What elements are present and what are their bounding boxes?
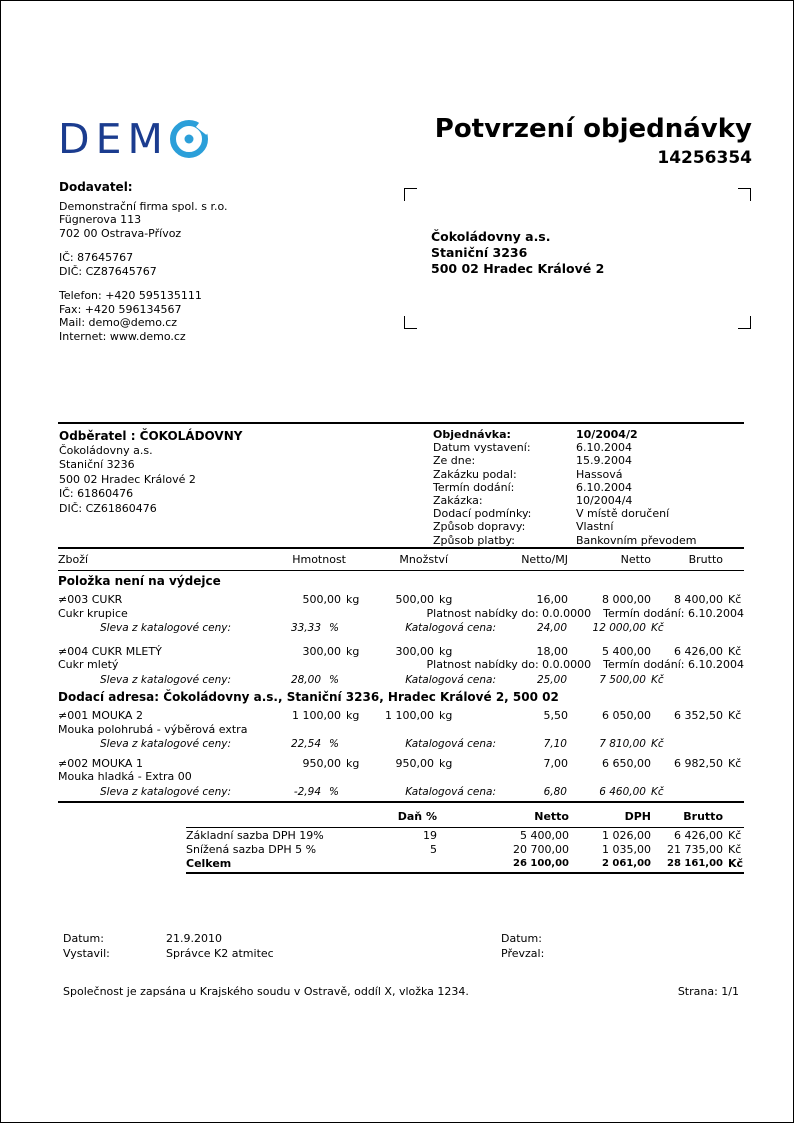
item-hmotnost: 500,00 — [302, 593, 341, 606]
group-heading-2: Dodací adresa: Čokoládovny a.s., Staniční 3236, Hradec Králové 2, 500 02 — [58, 690, 559, 704]
order-label: Ze dne: — [433, 454, 476, 468]
item-main-row — [58, 757, 744, 771]
tax-dph: 1 026,00 — [602, 829, 651, 842]
order-info-row — [433, 454, 696, 467]
item-brutto: 6 426,00 — [674, 644, 723, 658]
discount-pct: 33,33 — [290, 622, 321, 634]
group-heading-1: Položka není na výdejce — [58, 574, 221, 588]
item-netto-mj: 16,00 — [536, 593, 568, 606]
item-name: ≠004 CUKR MLETÝ — [58, 644, 162, 658]
order-label: Dodací podmínky: — [433, 507, 532, 521]
recipient-street: Staniční 3236 — [431, 245, 528, 260]
item-discount-row — [58, 622, 744, 636]
supplier-fax: Fax: +420 596134567 — [59, 302, 182, 316]
col-header-spacer — [723, 553, 744, 567]
crop-mark-top-left — [404, 188, 417, 201]
item-description: Cukr krupice — [58, 606, 128, 620]
address-window — [404, 188, 751, 329]
order-label: Způsob platby: — [433, 533, 515, 547]
order-info-row — [433, 468, 696, 481]
supplier-heading: Dodavatel: — [59, 180, 133, 194]
item-hmotnost: 300,00 — [302, 644, 341, 658]
recipient-address — [431, 229, 604, 277]
tax-header-spacer — [186, 809, 366, 824]
item-discount-row — [58, 674, 744, 688]
col-header-hmotnost: Hmotnost — [292, 553, 346, 566]
tax-summary-table — [186, 803, 744, 874]
issue-date-label: Datum: — [63, 932, 104, 945]
tax-currency: Kč — [728, 829, 742, 842]
item-discount-row — [58, 786, 744, 800]
tax-brutto: 6 426,00 — [674, 829, 723, 842]
item-delivery-date: Termín dodání: 6.10.2004 — [603, 658, 744, 671]
crop-mark-top-right — [738, 188, 751, 201]
item-hmotnost: 950,00 — [302, 756, 341, 770]
tax-total-row — [186, 857, 744, 873]
customer-heading: Odběratel : ČOKOLÁDOVNY — [59, 429, 243, 443]
tax-total-brutto: 28 161,00 — [667, 858, 723, 870]
order-value: Hassová — [576, 467, 623, 481]
supplier-ic: IČ: 87645767 — [59, 251, 134, 264]
item-mnoz-unit: kg — [439, 644, 453, 658]
demo-logo — [58, 117, 208, 161]
percent-sign: % — [329, 622, 339, 634]
item-mnoz-unit: kg — [439, 756, 453, 770]
items-table-header — [58, 549, 744, 571]
tax-netto: 5 400,00 — [520, 829, 569, 842]
item-mnozstvi: 950,00 — [395, 756, 434, 770]
order-info-row — [433, 520, 696, 533]
tax-header-brutto: Brutto — [683, 810, 723, 823]
order-label: Datum vystavení: — [433, 441, 531, 455]
item-delivery-date: Termín dodání: 6.10.2004 — [603, 606, 744, 620]
col-header-netto: Netto — [620, 553, 651, 566]
order-info-row — [433, 507, 696, 520]
crop-mark-bottom-right — [738, 316, 751, 329]
item-currency: Kč — [728, 593, 742, 606]
issued-by-value: Správce K2 atmitec — [166, 947, 274, 960]
tax-header-netto: Netto — [534, 810, 569, 823]
tax-rate-pct: 19 — [423, 829, 437, 842]
col-header-zbozi: Zboží — [58, 553, 89, 566]
order-info-row — [433, 481, 696, 494]
recipient-city: 500 02 Hradec Králové 2 — [431, 261, 605, 276]
item-desc-row — [58, 607, 744, 621]
tax-rate-label: Snížená sazba DPH 5 % — [186, 843, 317, 857]
customer-order-section — [58, 422, 744, 549]
tax-header-row — [186, 803, 744, 828]
order-value: 15.9.2004 — [576, 454, 632, 468]
percent-sign: % — [329, 785, 339, 798]
col-header-mnozstvi: Množství — [399, 553, 448, 566]
customer-street: Staniční 3236 — [59, 458, 135, 472]
items-body — [58, 574, 744, 803]
company-registration-note: Společnost je zapsána u Krajského soudu v Ostravě, oddíl X, vložka 1234. — [63, 985, 469, 998]
supplier-mail: Mail: demo@demo.cz — [59, 316, 178, 329]
issue-date-value: 21.9.2010 — [166, 932, 222, 945]
supplier-contacts — [59, 289, 228, 343]
customer-dic: DIČ: CZ61860476 — [59, 501, 157, 515]
page-number: Strana: 1/1 — [677, 985, 739, 998]
order-value: 6.10.2004 — [576, 480, 632, 494]
item-discount-row — [58, 738, 744, 752]
item-description: Mouka polohrubá - výběrová extra — [58, 722, 248, 736]
catalog-total: 7 810,00 — [599, 738, 646, 750]
catalog-price: 24,00 — [536, 622, 567, 634]
tax-total-netto: 26 100,00 — [513, 858, 569, 870]
item-description: Mouka hladká - Extra 00 — [58, 770, 192, 783]
tax-header-dan: Daň % — [397, 810, 437, 823]
supplier-dic: DIČ: CZ87645767 — [59, 264, 157, 278]
item-row-002 — [58, 757, 744, 800]
discount-label: Sleva z katalogové ceny: — [100, 785, 232, 798]
catalog-price: 7,10 — [543, 738, 567, 750]
supplier-street: Fügnerova 113 — [59, 213, 142, 226]
order-value: 10/2004/4 — [576, 494, 633, 508]
item-netto: 6 650,00 — [602, 756, 651, 770]
discount-label: Sleva z katalogové ceny: — [100, 673, 232, 686]
order-label: Zakázku podal: — [433, 467, 517, 481]
order-info-row — [433, 534, 696, 547]
supplier-block — [59, 181, 228, 354]
item-desc-row — [58, 723, 744, 737]
item-name: ≠001 MOUKA 2 — [58, 709, 143, 722]
discount-pct: 22,54 — [290, 738, 321, 750]
supplier-internet: Internet: www.demo.cz — [59, 329, 186, 343]
crop-mark-bottom-left — [404, 316, 417, 329]
main-content — [58, 422, 744, 874]
item-row-003 — [58, 593, 744, 636]
discount-pct: 28,00 — [290, 673, 321, 686]
item-netto: 5 400,00 — [602, 644, 651, 658]
item-main-row — [58, 709, 744, 723]
order-value: Vlastní — [576, 520, 614, 534]
col-header-brutto: Brutto — [688, 553, 723, 566]
supplier-name: Demonstrační firma spol. s r.o. — [59, 199, 228, 213]
item-hmot-unit: kg — [346, 644, 360, 658]
issued-by-label: Vystavil: — [63, 947, 110, 960]
issue-date-row — [63, 931, 274, 946]
title-block — [435, 113, 752, 171]
order-info-row — [433, 441, 696, 454]
order-info-row — [433, 494, 696, 507]
tax-currency: Kč — [728, 843, 742, 857]
order-label: Zakázka: — [433, 494, 483, 508]
tax-dph: 1 035,00 — [602, 843, 651, 857]
supplier-address — [59, 200, 228, 241]
item-name: ≠002 MOUKA 1 — [58, 756, 143, 770]
received-by-label: Převzal: — [501, 947, 545, 960]
order-label: Objednávka: — [433, 428, 511, 441]
receiver-block — [501, 931, 604, 961]
tax-header-dph: DPH — [624, 810, 651, 823]
catalog-total: 7 500,00 — [599, 673, 646, 686]
customer-city: 500 02 Hradec Králové 2 — [59, 472, 196, 486]
item-netto-mj: 5,50 — [543, 709, 568, 722]
order-value: 6.10.2004 — [576, 441, 632, 455]
item-description: Cukr mletý — [58, 658, 119, 671]
item-currency: Kč — [728, 709, 742, 722]
tax-total-currency: Kč — [728, 857, 744, 871]
order-info-block — [433, 428, 696, 547]
supplier-phone: Telefon: +420 595135111 — [59, 289, 202, 302]
percent-sign: % — [329, 738, 339, 750]
discount-label: Sleva z katalogové ceny: — [100, 738, 232, 750]
catalog-price-label: Katalogová cena: — [405, 785, 496, 798]
tax-header-spacer — [723, 809, 744, 824]
catalog-currency: Kč — [651, 738, 664, 750]
catalog-currency: Kč — [651, 785, 664, 798]
customer-ic: IČ: 61860476 — [59, 487, 134, 501]
percent-sign: % — [329, 673, 339, 686]
item-offer-validity: Platnost nabídky do: 0.0.0000 — [426, 606, 592, 620]
receive-date-row — [501, 931, 604, 946]
logo-text: DEM — [58, 115, 169, 163]
logo-o-icon — [170, 120, 208, 158]
catalog-total: 6 460,00 — [599, 785, 646, 798]
item-mnozstvi: 1 100,00 — [385, 709, 434, 722]
issued-by-row — [63, 946, 274, 961]
item-hmotnost: 1 100,00 — [292, 709, 341, 722]
supplier-city: 702 00 Ostrava-Přívoz — [59, 226, 182, 240]
tax-total-dph: 2 061,00 — [601, 858, 651, 870]
order-value: 10/2004/2 — [576, 428, 638, 441]
item-name: ≠003 CUKR — [58, 593, 123, 606]
customer-block — [59, 428, 242, 516]
receive-date-label: Datum: — [501, 932, 542, 945]
logo-dot — [184, 135, 193, 144]
order-label: Termín dodání: — [433, 480, 515, 494]
catalog-total: 12 000,00 — [592, 622, 646, 634]
tax-netto: 20 700,00 — [513, 843, 569, 857]
discount-label: Sleva z katalogové ceny: — [100, 622, 232, 634]
item-mnoz-unit: kg — [439, 593, 453, 606]
order-value: Bankovním převodem — [576, 533, 697, 547]
tax-row — [186, 829, 744, 843]
item-netto: 8 000,00 — [602, 593, 651, 606]
tax-brutto: 21 735,00 — [667, 843, 723, 857]
item-mnozstvi: 500,00 — [395, 593, 434, 606]
tax-row — [186, 843, 744, 857]
item-main-row — [58, 593, 744, 607]
catalog-price: 25,00 — [536, 673, 567, 686]
item-desc-row — [58, 658, 744, 672]
page-footer — [63, 985, 739, 999]
item-desc-row — [58, 770, 744, 784]
item-main-row — [58, 645, 744, 659]
item-mnozstvi: 300,00 — [395, 644, 434, 658]
discount-pct: -2,94 — [293, 785, 321, 798]
item-currency: Kč — [728, 756, 742, 770]
document-title: Potvrzení objednávky — [434, 114, 752, 144]
item-mnoz-unit: kg — [439, 709, 453, 722]
catalog-price-label: Katalogová cena: — [405, 738, 496, 750]
received-by-row — [501, 946, 604, 961]
tax-total-spacer — [366, 857, 437, 871]
col-header-netto-mj: Netto/MJ — [521, 553, 568, 566]
catalog-price-label: Katalogová cena: — [405, 622, 496, 634]
tax-rate-label: Základní sazba DPH 19% — [186, 829, 324, 842]
item-row-004 — [58, 645, 744, 688]
catalog-currency: Kč — [651, 673, 664, 686]
item-hmot-unit: kg — [346, 593, 360, 606]
item-brutto: 6 982,50 — [674, 756, 723, 770]
item-offer-validity: Platnost nabídky do: 0.0.0000 — [426, 658, 592, 671]
recipient-name: Čokoládovny a.s. — [431, 229, 551, 244]
supplier-registration — [59, 251, 228, 278]
document-number: 14256354 — [657, 148, 752, 168]
item-netto-mj: 18,00 — [536, 644, 568, 658]
item-currency: Kč — [728, 644, 742, 658]
catalog-price: 6,80 — [543, 785, 567, 798]
catalog-price-label: Katalogová cena: — [405, 673, 496, 686]
item-row-001 — [58, 709, 744, 752]
order-value: V místě doručení — [576, 507, 670, 521]
order-info-row — [433, 428, 696, 441]
customer-name: Čokoládovny a.s. — [59, 444, 153, 457]
item-netto: 6 050,00 — [602, 709, 651, 722]
item-brutto: 6 352,50 — [674, 709, 723, 722]
order-label: Způsob dopravy: — [433, 520, 526, 534]
item-brutto: 8 400,00 — [674, 593, 723, 606]
item-hmot-unit: kg — [346, 709, 360, 722]
item-netto-mj: 7,00 — [543, 756, 568, 770]
item-hmot-unit: kg — [346, 756, 360, 770]
issuer-block — [63, 931, 274, 961]
tax-total-label: Celkem — [186, 857, 232, 871]
tax-rate-pct: 5 — [430, 843, 437, 857]
catalog-currency: Kč — [651, 622, 664, 634]
